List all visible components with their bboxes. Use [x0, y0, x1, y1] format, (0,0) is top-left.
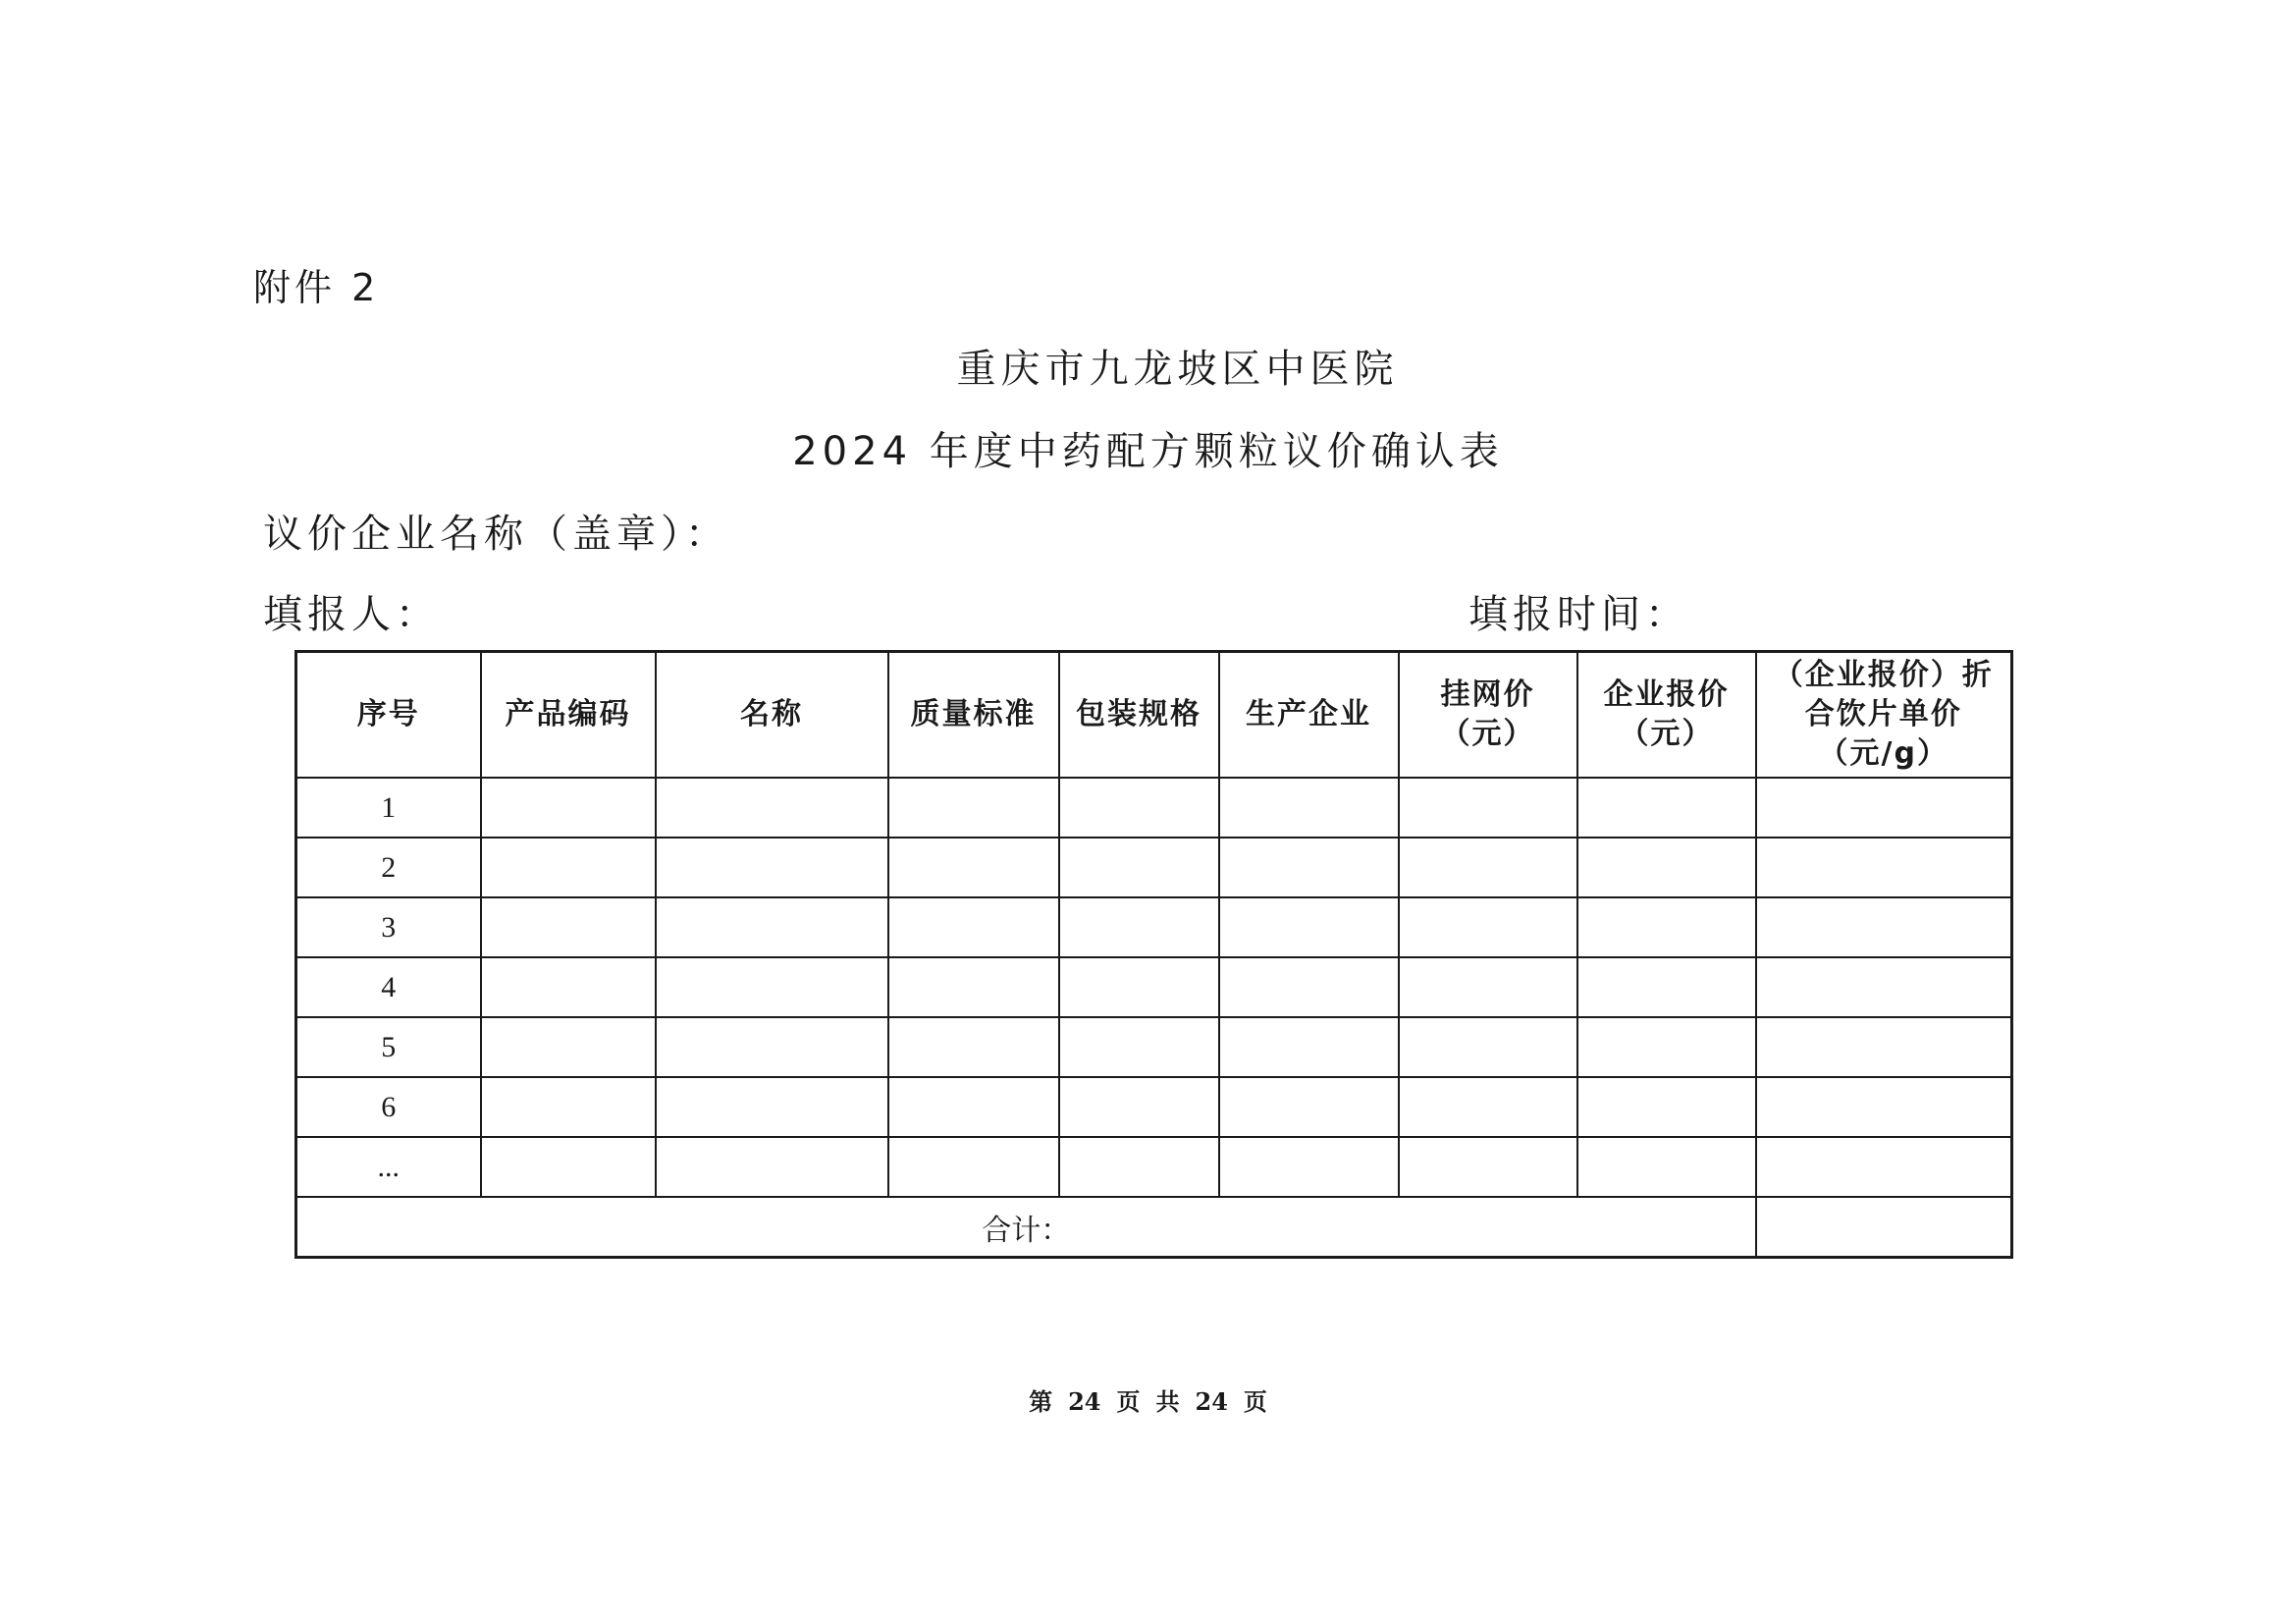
table-cell[interactable]	[1219, 1017, 1399, 1077]
table-cell[interactable]	[1399, 838, 1577, 897]
table-cell[interactable]	[1219, 778, 1399, 838]
table-cell[interactable]	[1399, 957, 1577, 1017]
table-cell[interactable]	[481, 1017, 656, 1077]
table-cell[interactable]	[888, 957, 1059, 1017]
header-package-spec: 包装规格	[1059, 652, 1219, 779]
table-cell[interactable]	[1756, 897, 2012, 957]
row-seq-cell: 6	[296, 1077, 481, 1137]
table-cell[interactable]	[1577, 838, 1756, 897]
table-row	[296, 778, 2012, 838]
table-cell[interactable]	[1059, 838, 1219, 897]
page-number: 24	[1068, 1387, 1101, 1416]
header-name: 名称	[656, 652, 888, 779]
table-row	[296, 1077, 2012, 1137]
title-form: 2024 年度中药配方颗粒议价确认表	[792, 429, 1504, 474]
page-footer: 第 24 页 共 24 页	[1029, 1387, 1267, 1416]
table-cell[interactable]	[1577, 1017, 1756, 1077]
table-cell[interactable]	[1059, 1137, 1219, 1197]
table-cell[interactable]	[481, 838, 656, 897]
table-cell[interactable]	[1399, 1137, 1577, 1197]
row-seq-cell: 3	[296, 897, 481, 957]
table-cell[interactable]	[1059, 778, 1219, 838]
table-row	[296, 838, 2012, 897]
table-cell[interactable]	[888, 838, 1059, 897]
header-product-code: 产品编码	[481, 652, 656, 779]
table-cell[interactable]	[1577, 1137, 1756, 1197]
table-cell[interactable]	[1219, 1077, 1399, 1137]
table-row	[296, 1017, 2012, 1077]
table-cell[interactable]	[1059, 897, 1219, 957]
table-cell[interactable]	[1399, 1017, 1577, 1077]
row-seq-cell: 2	[296, 838, 481, 897]
table-cell[interactable]	[1577, 778, 1756, 838]
table-cell[interactable]	[1219, 897, 1399, 957]
header-quality-standard: 质量标准	[888, 652, 1059, 779]
row-seq-cell: 4	[296, 957, 481, 1017]
table-cell[interactable]	[1059, 1017, 1219, 1077]
table-cell[interactable]	[1219, 1137, 1399, 1197]
table-cell[interactable]	[1577, 1077, 1756, 1137]
header-company-quote: 企业报价 （元）	[1577, 652, 1756, 779]
title-hospital: 重庆市九龙坡区中医院	[956, 347, 1399, 392]
filler-label: 填报人：	[263, 592, 440, 637]
table-cell[interactable]	[656, 778, 888, 838]
table-row	[296, 1137, 2012, 1197]
table-cell[interactable]	[1399, 897, 1577, 957]
table-cell[interactable]	[1756, 1077, 2012, 1137]
table-cell[interactable]	[888, 1137, 1059, 1197]
company-name-label: 议价企业名称（盖章）：	[263, 512, 729, 557]
table-cell[interactable]	[481, 957, 656, 1017]
header-manufacturer: 生产企业	[1219, 652, 1399, 779]
row-seq-cell: 5	[296, 1017, 481, 1077]
page-total: 24	[1195, 1387, 1228, 1416]
table-cell[interactable]	[1756, 957, 2012, 1017]
table-cell[interactable]	[888, 1017, 1059, 1077]
total-label: 合计：	[296, 1197, 1756, 1258]
total-value-cell[interactable]	[1756, 1197, 2012, 1258]
table-row	[296, 957, 2012, 1017]
table-cell[interactable]	[656, 897, 888, 957]
table-row	[296, 897, 2012, 957]
table-cell[interactable]	[656, 957, 888, 1017]
table-cell[interactable]	[481, 1077, 656, 1137]
table-cell[interactable]	[1756, 1017, 2012, 1077]
table-cell[interactable]	[888, 897, 1059, 957]
table-cell[interactable]	[656, 1017, 888, 1077]
table-cell[interactable]	[1219, 838, 1399, 897]
header-seq: 序号	[296, 652, 481, 779]
table-cell[interactable]	[1577, 897, 1756, 957]
table-cell[interactable]	[481, 778, 656, 838]
table-cell[interactable]	[1059, 957, 1219, 1017]
table-cell[interactable]	[481, 897, 656, 957]
table-cell[interactable]	[481, 1137, 656, 1197]
table-cell[interactable]	[1399, 778, 1577, 838]
table-cell[interactable]	[888, 1077, 1059, 1137]
table-header-row	[296, 652, 2012, 779]
table-cell[interactable]	[656, 1077, 888, 1137]
table-cell[interactable]	[656, 1137, 888, 1197]
table-cell[interactable]	[1756, 778, 2012, 838]
table-cell[interactable]	[888, 778, 1059, 838]
table-cell[interactable]	[1577, 957, 1756, 1017]
price-confirmation-table	[294, 650, 2013, 1259]
header-listed-price: 挂网价 （元）	[1399, 652, 1577, 779]
header-unit-price: （企业报价）折 合饮片单价 （元/g）	[1756, 652, 2012, 779]
table-cell[interactable]	[1756, 1137, 2012, 1197]
row-seq-cell: ...	[296, 1137, 481, 1197]
table-cell[interactable]	[656, 838, 888, 897]
table-cell[interactable]	[1219, 957, 1399, 1017]
attachment-label: 附件 2	[253, 266, 380, 309]
table-cell[interactable]	[1756, 838, 2012, 897]
table-cell[interactable]	[1399, 1077, 1577, 1137]
total-row	[296, 1197, 2012, 1258]
row-seq-cell: 1	[296, 778, 481, 838]
fill-time-label: 填报时间：	[1468, 592, 1689, 637]
table-cell[interactable]	[1059, 1077, 1219, 1137]
